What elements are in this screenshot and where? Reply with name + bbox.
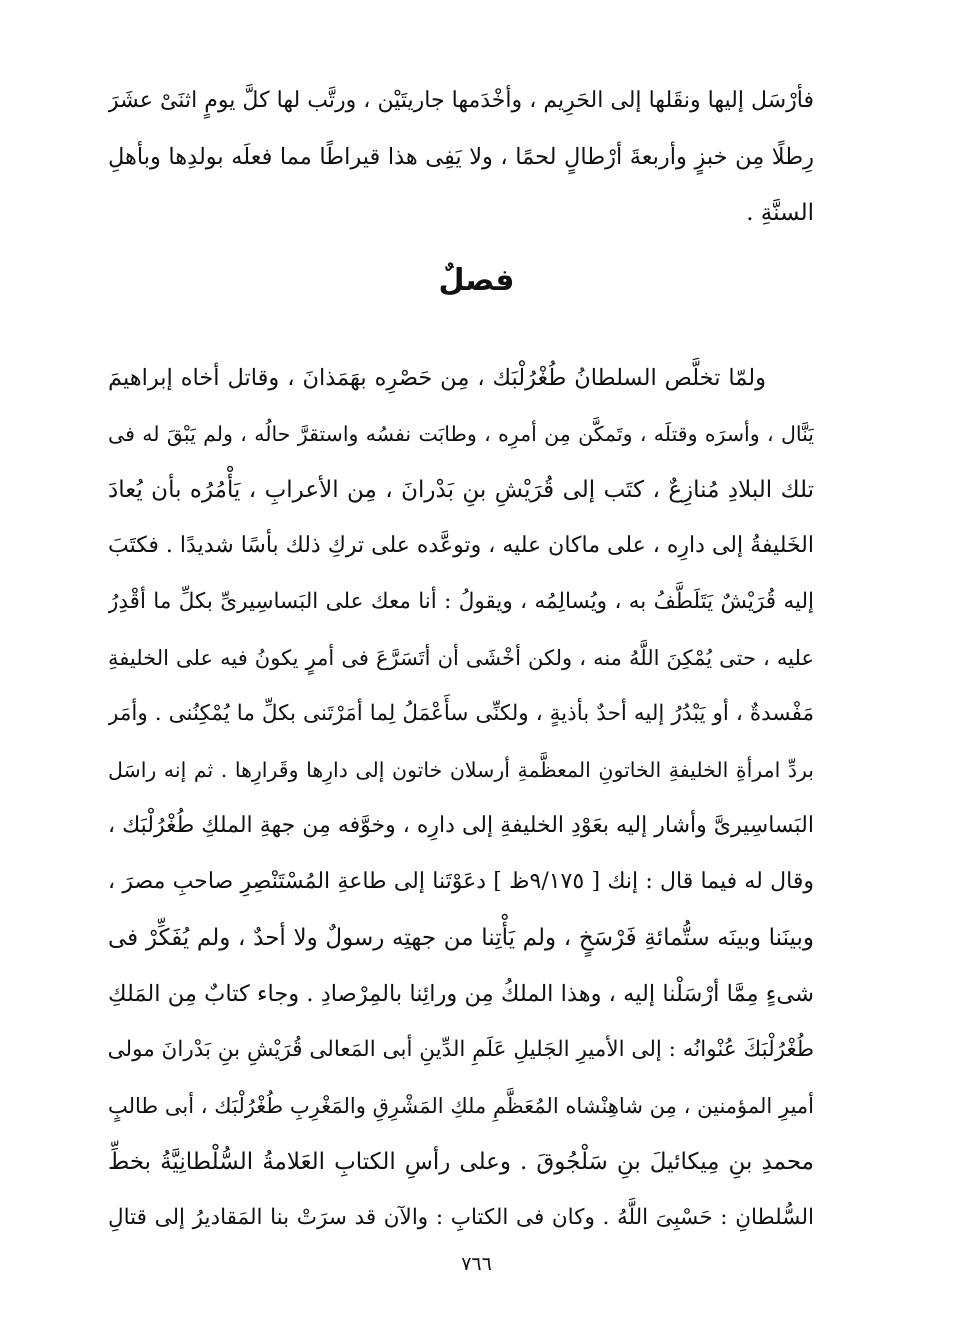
text-line: فأرْسَل إليها ونقَلها إلى الحَرِيم ، وأخْدَمها جاريتَيْن ، ورتَّب لها كلَّ يومٍ اثنَىْ عشَرَ [108, 88, 814, 113]
text-line: الخَليفةُ إلى دارِه ، على ماكان عليه ، وتوعَّده على تركِ ذلك بأسًا شديدًا . فكتَبَ [108, 533, 814, 558]
text-line: أميرِ المؤمنين ، مِن شاهِنْشاه المُعَظَّمِ ملكِ المَشْرِقِ والمَغْرِبِ طُغْرُلْبَك ، أبى طالبٍ [108, 1094, 814, 1118]
text-line: يَنَّال ، وأسرَه وقتلَه ، وتَمكَّن مِن أمرِه ، وطابَت نفسُه واستقرَّ حالُه ، ولم يَبْقَ له فى [108, 422, 814, 446]
text-line: محمدِ بنِ مِيكائيلَ بنِ سَلْجُوقَ . وعلى رأسِ الكتابِ العَلامةُ السُّلْطانِيَّةُ بخطِّ [108, 1149, 814, 1175]
page-number: ٧٦٦ [461, 1253, 492, 1275]
section-title: فصلٌ [438, 263, 515, 298]
text-line: البَساسِيرىَّ وأشار إليه بعَوْدِ الخليفةِ إلى دارِه ، وخوَّفه مِن جهةِ الملكِ طُغْرُلْبَك ، [108, 813, 814, 838]
top-paragraph [108, 73, 814, 241]
text-line: بردِّ امرأةِ الخليفةِ الخاتونِ المعظَّمةِ أرسلان خاتون إلى دارِها وقَرارِها . ثم إنه راسَل [108, 758, 814, 782]
text-line: تلك البلادِ مُنازِعٌ ، كتَب إلى قُرَيْشِ بنِ بَدْرانَ ، مِن الأعرابِ ، يَأْمُرُه بأن يُعادَ [108, 477, 814, 503]
text-line: وبينَنا وبينَه ستُّمائةِ فَرْسَخٍ ، ولم يَأْتِنا من جهتِه رسولٌ ولا أحدٌ ، ولم يُفَكِّرْ فى [108, 925, 814, 951]
text-line: السُّلطانِ : حَسْبِىَ اللَّهُ . وكان فى الكتابِ : والآن قد سرَتْ بنا المَقاديرُ إلى قتالِ [108, 1205, 814, 1230]
text-line: عليه ، حتى يُمْكِنَ اللَّهُ منه ، ولكن أخْشَى أن أتَسَرَّعَ فى أمرٍ يكونُ فيه على الخليفةِ [108, 646, 814, 670]
text-line: مَفْسدةٌ ، أو يَبْدُرُ إليه أحدٌ بأذيةٍ ، ولكنِّى سأَعْمَلُ لِما أمَرْتَنى بكلِّ ما يُمْكِنُنى . وأمَر [108, 701, 814, 726]
text-line: شىءٍ مِمَّا أرْسَلْنا إليه ، وهذا الملكُ مِن ورائِنا بالمِرْصادِ . وجاء كتابٌ مِن المَلكِ [108, 981, 814, 1007]
text-line: وقال له فيما قال : إنك [ ٩/١٧٥ظ ] دعَوْتَنا إلى طاعةِ المُسْتَنْصِرِ صاحبِ مصرَ ، [108, 869, 814, 894]
main-paragraph [108, 350, 814, 1246]
text-line: إليه قُرَيْشٌ يَتَلَطَّفُ به ، ويُسالِمُه ، ويقولُ : أنا معك على البَساسِيرىِّ بكلِّ ما أقْدِرُ [108, 589, 814, 614]
text-line: السنَّةِ . [746, 200, 814, 226]
text-line: ولمّا تخلَّص السلطانُ طُغْرُلْبَك ، مِن حَصْرِه بهَمَذانَ ، وقاتل أخاه إبراهيمَ [108, 365, 766, 391]
text-line: رِطلًا مِن خبزٍ وأربعةَ أرْطالٍ لحمًا ، ولا يَفِى هذا قيراطًا مما فعلَه بولدِها وبأهلِ [108, 144, 814, 170]
text-line: طُغْرُلْبَكَ عُنْوانُه : إلى الأميرِ الجَليلِ عَلَمِ الدِّينِ أبى المَعالى قُرَيْشِ بنِ بَدْرانَ مولى [108, 1037, 814, 1062]
